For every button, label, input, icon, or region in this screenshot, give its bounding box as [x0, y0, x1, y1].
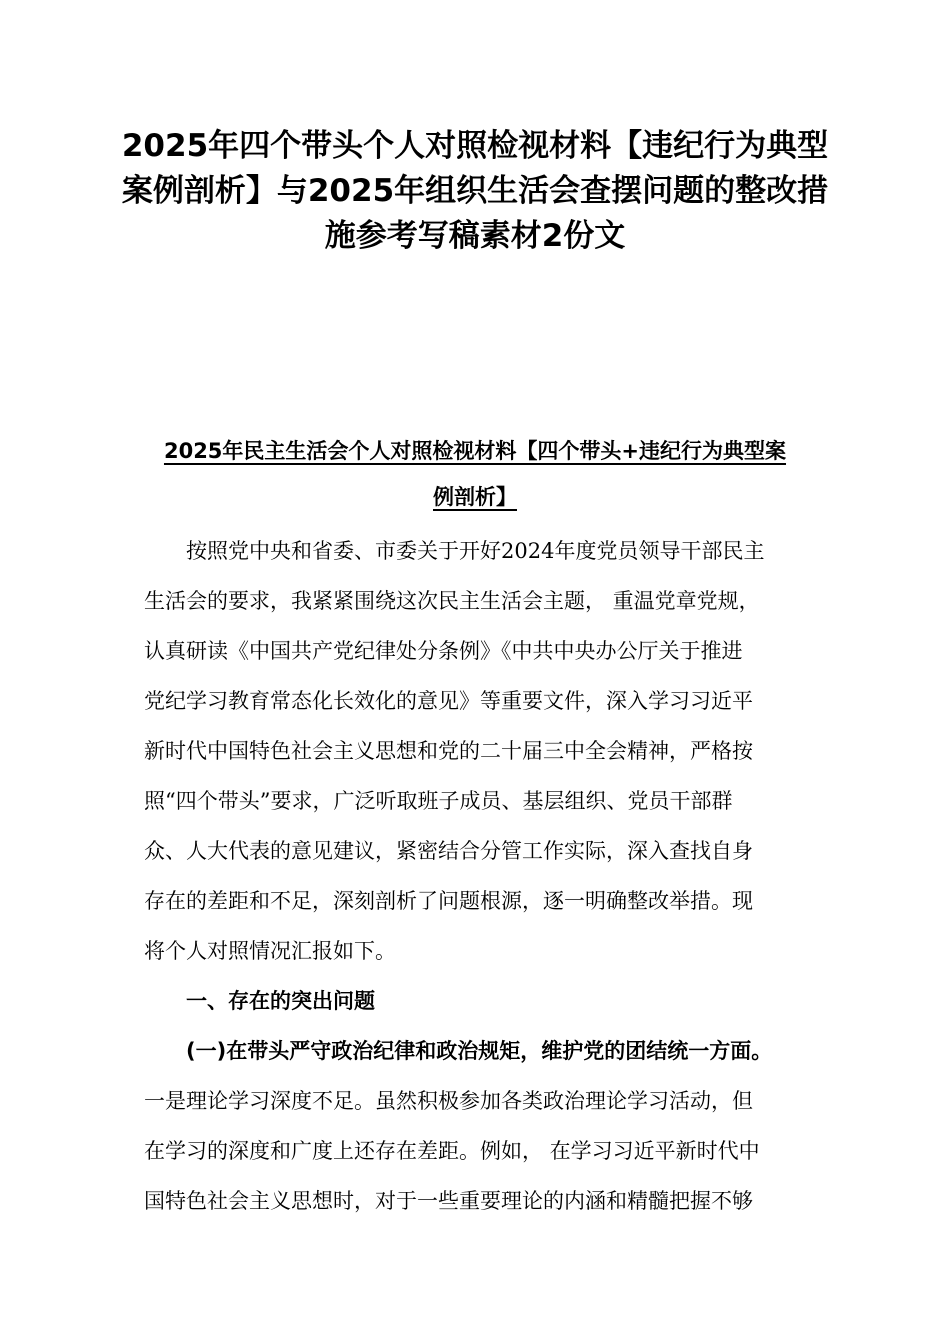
- document-title: [120, 124, 830, 259]
- body-line-3: 认真研读《中国共产党纪律处分条例》《中共中央办公厅关于推进: [144, 639, 743, 663]
- title-line-1: 2025年四个带头个人对照检视材料【违纪行为典型: [121, 128, 829, 164]
- body-line-8: 存在的差距和不足，深刻剖析了问题根源，逐一明确整改举措。现: [144, 889, 753, 913]
- body-line-1: 按照党中央和省委、市委关于开好2024年度党员领导干部民主: [186, 539, 765, 563]
- body-line-2: 生活会的要求，我紧紧围绕这次民主生活会主题， 重温党章党规，: [144, 589, 760, 613]
- section-title: [140, 428, 810, 520]
- document-body: [144, 526, 814, 1226]
- body-line-7: 众、人大代表的意见建议，紧密结合分管工作实际，深入查找自身: [144, 839, 753, 863]
- subsection-line-3: 国特色社会主义思想时，对于一些重要理论的内涵和精髓把握不够: [144, 1189, 753, 1213]
- subsection-line-1: 一是理论学习深度不足。虽然积极参加各类政治理论学习活动，但: [144, 1089, 753, 1113]
- body-line-9: 将个人对照情况汇报如下。: [144, 939, 396, 963]
- section-heading: 一、存在的突出问题: [186, 989, 375, 1013]
- body-line-4: 党纪学习教育常态化长效化的意见》等重要文件，深入学习习近平: [144, 689, 753, 713]
- body-line-6: 照“四个带头”要求，广泛听取班子成员、基层组织、党员干部群: [144, 789, 733, 813]
- title-line-3: 施参考写稿素材2份文: [324, 218, 626, 254]
- subtitle-line-1: 2025年民主生活会个人对照检视材料【四个带头+违纪行为典型案: [163, 439, 787, 463]
- subsection-heading: (一)在带头严守政治纪律和政治规矩，维护党的团结统一方面。: [186, 1039, 773, 1063]
- subsection-line-2: 在学习的深度和广度上还存在差距。例如， 在学习习近平新时代中: [144, 1139, 760, 1163]
- body-line-5: 新时代中国特色社会主义思想和党的二十届三中全会精神，严格按: [144, 739, 753, 763]
- subtitle-line-2: 例剖析】: [433, 485, 517, 509]
- title-line-2: 案例剖析】与2025年组织生活会查摆问题的整改措: [121, 173, 829, 209]
